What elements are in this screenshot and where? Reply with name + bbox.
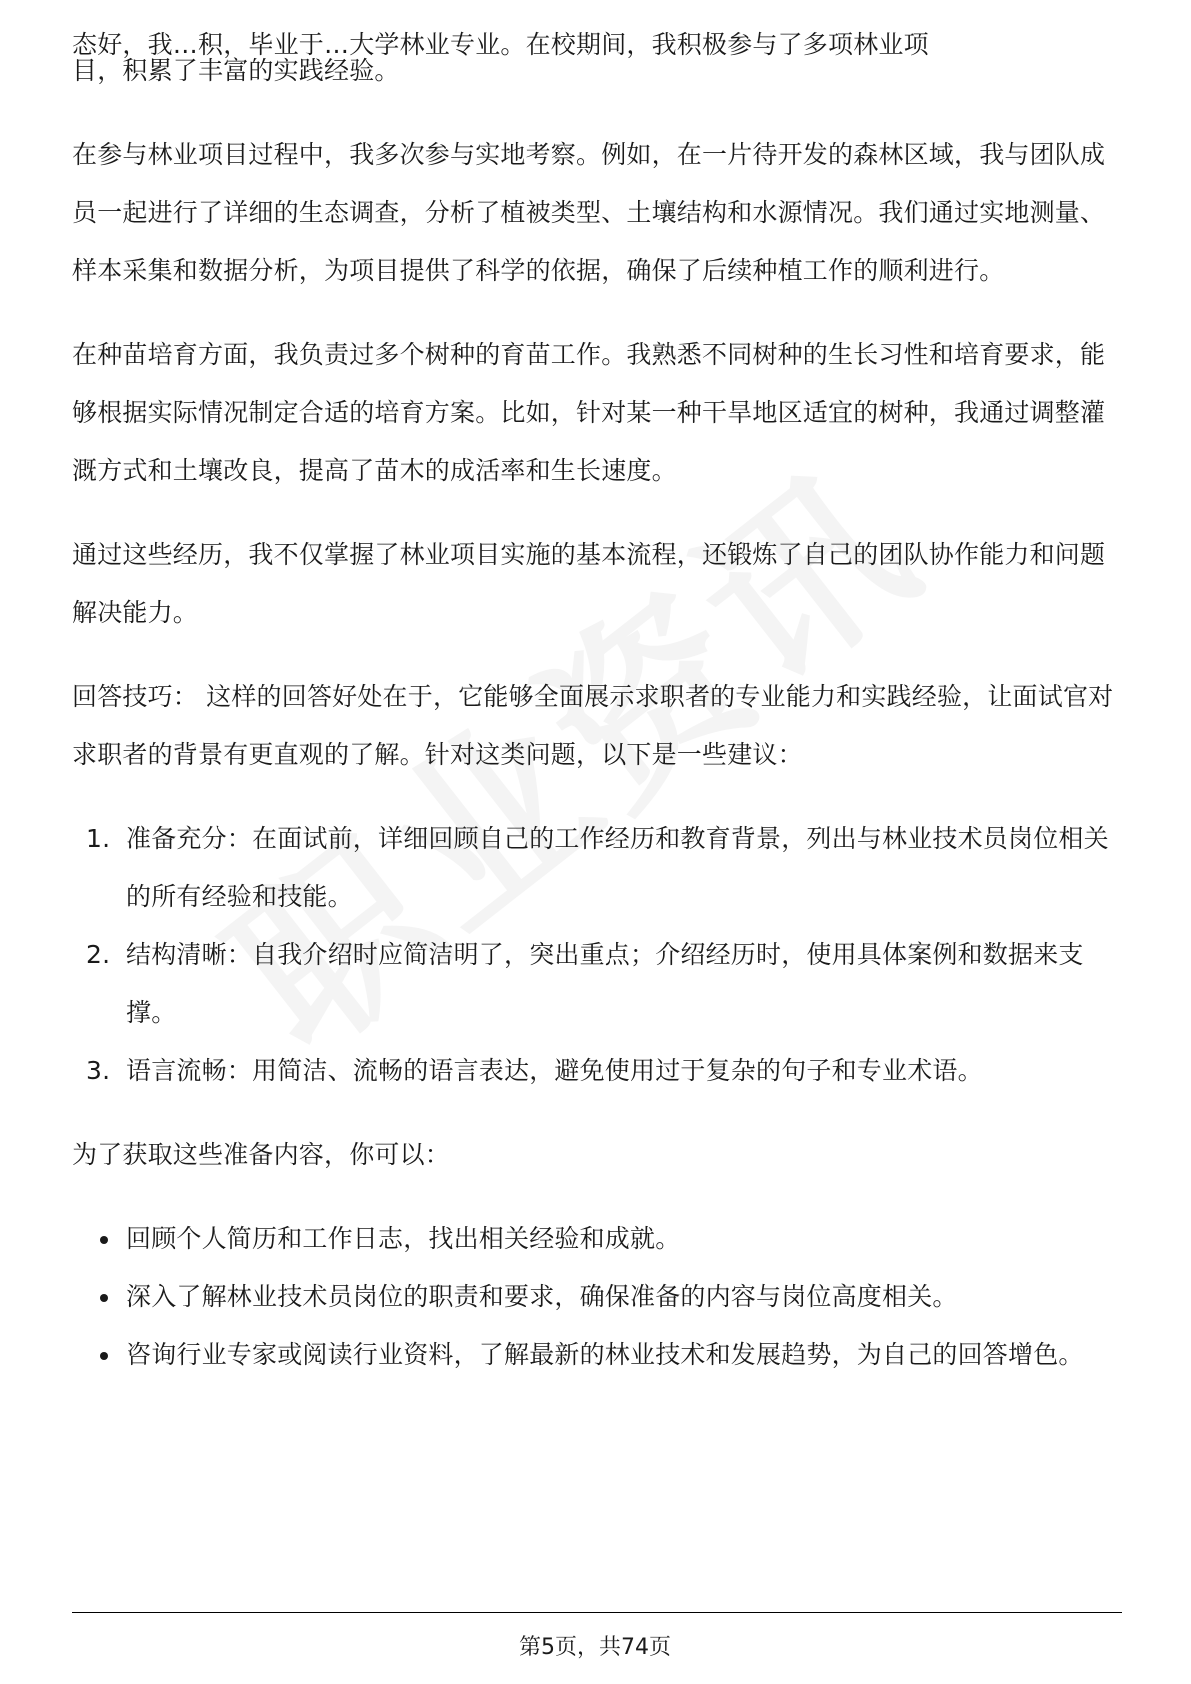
list-item [72,810,1122,926]
list-item-text: 深入了解林业技术员岗位的职责和要求，确保准备的内容与岗位高度相关。 [126,1282,958,1311]
paragraph-cut-top [72,16,1122,100]
list-item-text: 结构清晰：自我介绍时应简洁明了，突出重点；介绍经历时，使用具体案例和数据来支撑。 [126,940,1084,1027]
list-item [72,1210,1122,1268]
footer-divider [72,1612,1122,1613]
paragraph-answer-tips: 回答技巧： 这样的回答好处在于，它能够全面展示求职者的专业能力和实践经验，让面试官对求职者的背景有更直观的了解。针对这类问题，以下是一些建议： [72,682,1114,769]
bullet-icon [100,1236,108,1244]
list-number: 2. [86,940,111,969]
suggestion-list [72,810,1122,1100]
bullet-icon [100,1352,108,1360]
list-item [72,926,1122,1042]
list-item-text: 语言流畅：用简洁、流畅的语言表达，避免使用过于复杂的句子和专业术语。 [126,1056,983,1085]
paragraph-preparation-intro: 为了获取这些准备内容，你可以： [72,1140,451,1169]
paragraph-cut-end: 目，积累了丰富的实践经验。 [72,56,400,85]
preparation-list [72,1210,1122,1384]
list-item-text: 回顾个人简历和工作日志，找出相关经验和成就。 [126,1224,681,1253]
list-item-text: 咨询行业专家或阅读行业资料，了解最新的林业技术和发展趋势，为自己的回答增色。 [126,1340,1084,1369]
document-body [72,28,1122,1410]
paragraph-field-survey: 在参与林业项目过程中，我多次参与实地考察。例如，在一片待开发的森林区域，我与团队成员一起进行了详细的生态调查，分析了植被类型、土壤结构和水源情况。我们通过实地测量、样本采集和数据分析，为项目提供了科学的依据，确保了后续种植工作的顺利进行。 [72,140,1106,285]
paragraph-cut-line: 态好，我…积，毕业于…大学林业专业。在校期间，我积极参与了多项林业项 [72,30,929,59]
bullet-icon [100,1294,108,1302]
paragraph-seedling: 在种苗培育方面，我负责过多个树种的育苗工作。我熟悉不同树种的生长习性和培育要求，能够根据实际情况制定合适的培育方案。比如，针对某一种干旱地区适宜的树种，我通过调整灌溉方式和土壤改良，提高了苗木的成活率和生长速度。 [72,340,1106,485]
list-number: 1. [86,824,111,853]
paragraph-summary: 通过这些经历，我不仅掌握了林业项目实施的基本流程，还锻炼了自己的团队协作能力和问题解决能力。 [72,540,1106,627]
list-item [72,1326,1122,1384]
list-item [72,1268,1122,1326]
list-number: 3. [86,1056,111,1085]
list-item-text: 准备充分：在面试前，详细回顾自己的工作经历和教育背景，列出与林业技术员岗位相关的所有经验和技能。 [126,824,1109,911]
page-number: 第5页，共74页 [519,1635,671,1660]
list-item [72,1042,1122,1100]
